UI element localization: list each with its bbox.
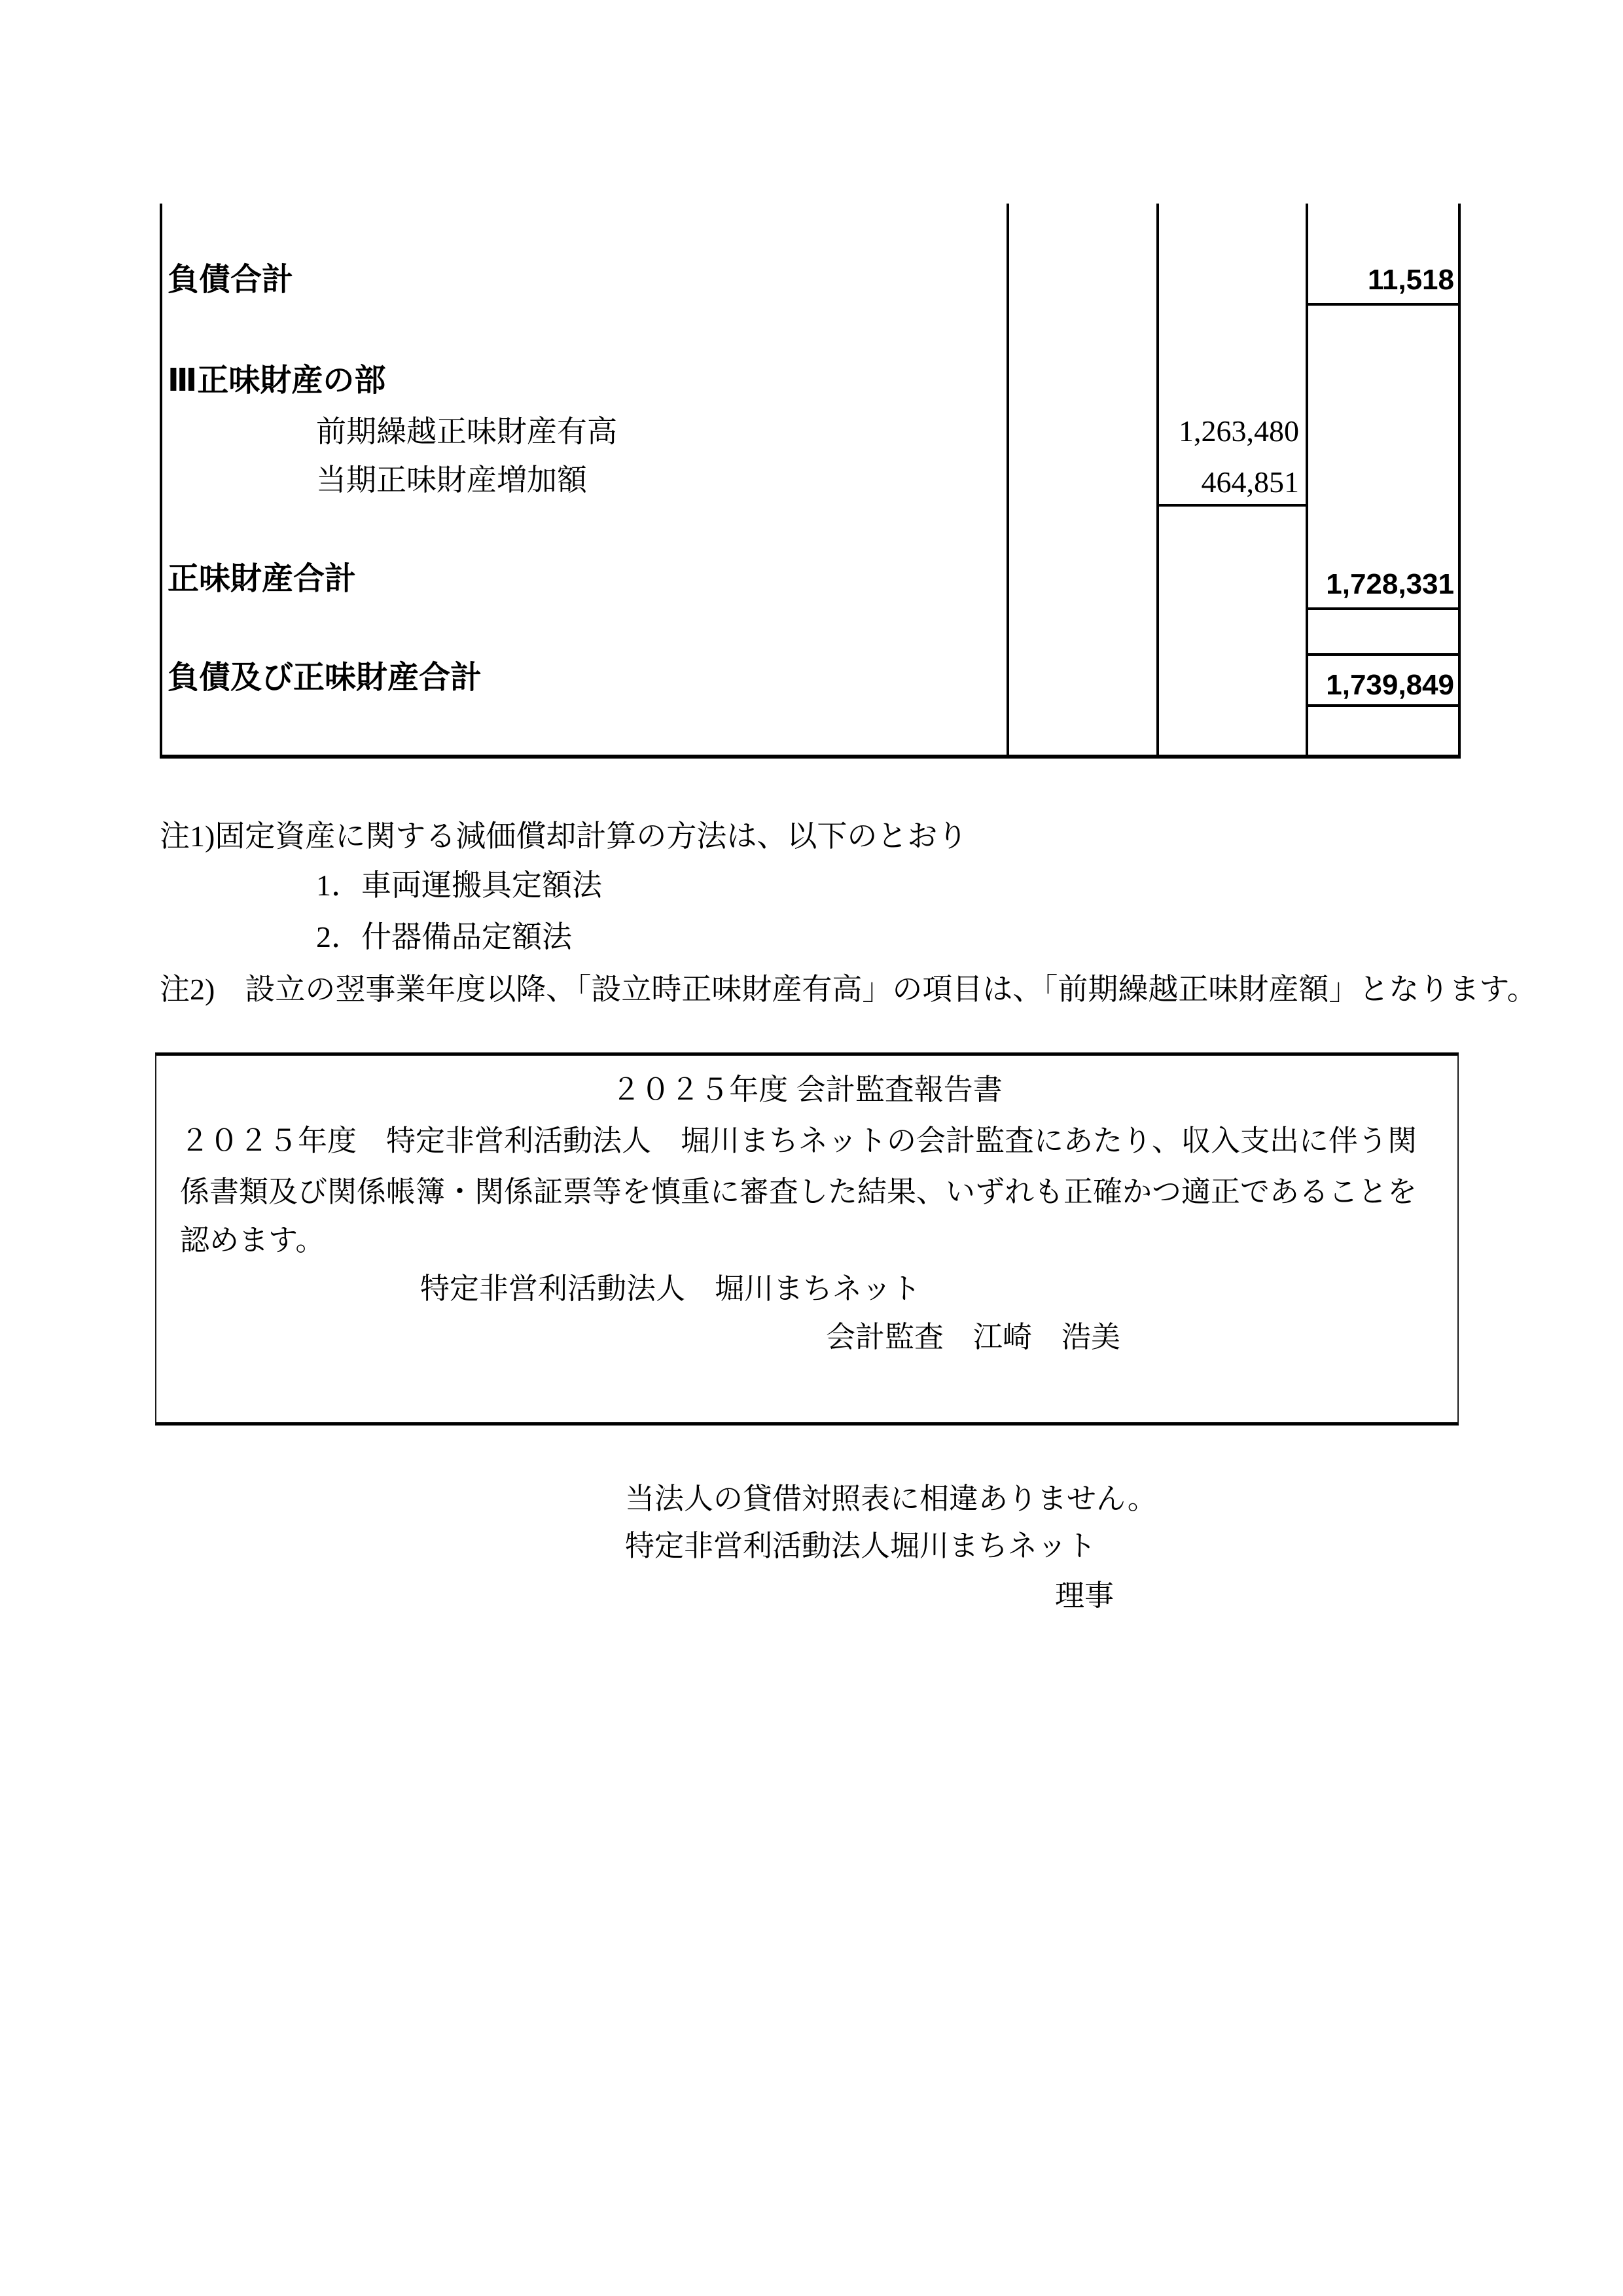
audit-report-box bbox=[155, 1052, 1459, 1426]
liabilities-total-value: 11,518 bbox=[1367, 264, 1454, 296]
liabilities-and-net-assets-total-value: 1,739,849 bbox=[1326, 669, 1454, 701]
table-left-border bbox=[160, 204, 162, 759]
note-2: 注2) 設立の翌事業年度以降、「設立時正味財産有高」の項目は、「前期繰越正味財産額」となります。 bbox=[160, 973, 1537, 1006]
table-column-line-2 bbox=[1156, 204, 1159, 759]
audit-report-body-line-2: 係書類及び関係帳簿・関係証票等を慎重に審査した結果、いずれも正確かつ適正であることを bbox=[180, 1175, 1418, 1208]
table-column-line-3 bbox=[1306, 204, 1308, 759]
rule-under-liabilities-total bbox=[1306, 303, 1461, 306]
carryover-net-assets-label: 前期繰越正味財産有高 bbox=[316, 415, 617, 448]
note-1-item-2: 2．什器備品定額法 bbox=[316, 920, 572, 954]
audit-report-body-line-1: ２０２５年度 特定非営利活動法人 堀川まちネットの会計監査にあたり、収入支出に伴う関 bbox=[180, 1124, 1418, 1157]
liabilities-and-net-assets-total-label: 負債及び正味財産合計 bbox=[168, 660, 482, 695]
audit-report-title: ２０２５年度 会計監査報告書 bbox=[611, 1073, 1003, 1106]
footer-director-label: 理事 bbox=[1055, 1579, 1115, 1612]
table-bottom-border bbox=[160, 755, 1461, 759]
footer-org-line: 特定非営利活動法人堀川まちネット bbox=[625, 1529, 1097, 1562]
footer-attestation-line: 当法人の貸借対照表に相違ありません。 bbox=[625, 1482, 1157, 1515]
audit-report-body-line-3: 認めます。 bbox=[180, 1223, 325, 1257]
rule-under-net-assets-total bbox=[1306, 607, 1461, 610]
net-assets-increase-label: 当期正味財産増加額 bbox=[316, 463, 587, 497]
audit-report-auditor-line: 会計監査 江崎 浩美 bbox=[826, 1320, 1121, 1354]
liabilities-total-label: 負債合計 bbox=[168, 262, 294, 297]
note-1: 注1)固定資産に関する減価償却計算の方法は、以下のとおり bbox=[160, 819, 968, 853]
rule-under-net-assets-increase bbox=[1156, 504, 1308, 507]
note-1-item-1: 1．車両運搬具定額法 bbox=[316, 869, 602, 902]
table-right-border bbox=[1458, 204, 1461, 759]
net-assets-section-heading: Ⅲ正味財産の部 bbox=[168, 363, 386, 398]
audit-report-org-line: 特定非営利活動法人 堀川まちネット bbox=[420, 1272, 921, 1305]
net-assets-total-label: 正味財産合計 bbox=[168, 562, 357, 596]
rule-above-grand-total bbox=[1306, 653, 1461, 656]
carryover-net-assets-value: 1,263,480 bbox=[1179, 414, 1299, 448]
net-assets-increase-value: 464,851 bbox=[1201, 465, 1299, 499]
table-column-line-1 bbox=[1007, 204, 1009, 759]
net-assets-total-value: 1,728,331 bbox=[1326, 568, 1454, 600]
